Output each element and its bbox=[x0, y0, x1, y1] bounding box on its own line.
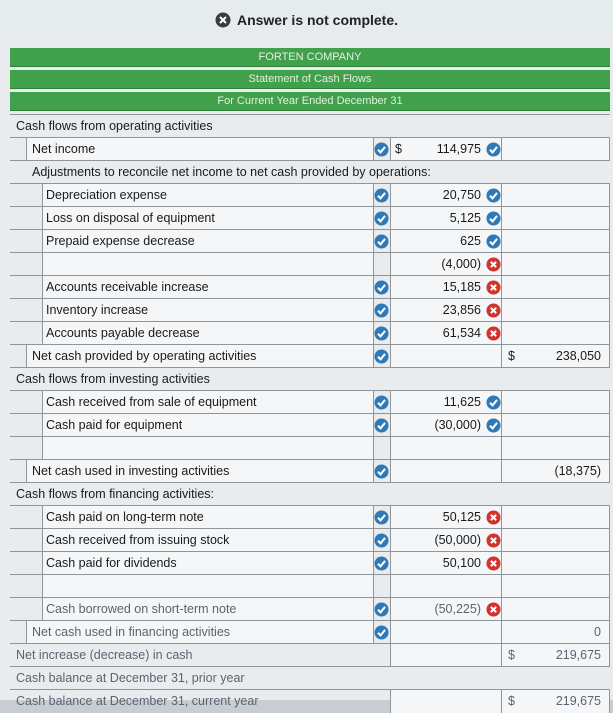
row-label[interactable]: Cash borrowed on short-term note bbox=[46, 602, 237, 616]
table-row bbox=[10, 114, 610, 138]
total-input[interactable] bbox=[502, 138, 610, 161]
total-input[interactable] bbox=[502, 391, 610, 414]
total-value: (18,375) bbox=[554, 464, 601, 478]
amount-status-cell bbox=[486, 234, 501, 249]
amount-value: (50,000) bbox=[434, 533, 481, 547]
amount-value: (50,225) bbox=[434, 602, 481, 616]
table-row bbox=[10, 528, 610, 552]
amount-status-cell bbox=[486, 418, 501, 433]
amount-status-cell bbox=[486, 510, 501, 525]
label-check-cell bbox=[372, 460, 390, 483]
check-icon bbox=[374, 326, 389, 341]
error-icon bbox=[486, 556, 501, 571]
check-icon bbox=[374, 142, 389, 157]
label-check-cell bbox=[372, 230, 390, 253]
row-label[interactable]: Inventory increase bbox=[46, 303, 149, 317]
amount-value: 61,534 bbox=[442, 326, 481, 340]
table-row bbox=[10, 597, 610, 621]
total-input[interactable] bbox=[502, 529, 610, 552]
total-input[interactable] bbox=[502, 253, 610, 276]
row-label[interactable]: Cash paid on long-term note bbox=[46, 510, 204, 524]
row-label[interactable]: Net income bbox=[32, 142, 96, 156]
total-input[interactable] bbox=[502, 575, 610, 598]
total-input[interactable] bbox=[502, 690, 610, 713]
currency-symbol: $ bbox=[508, 648, 515, 662]
check-icon bbox=[374, 556, 389, 571]
table-row bbox=[10, 298, 610, 322]
total-input[interactable] bbox=[502, 207, 610, 230]
check-icon bbox=[374, 211, 389, 226]
amount-status-cell bbox=[486, 280, 501, 295]
check-icon bbox=[486, 418, 501, 433]
row-label: Net increase (decrease) in cash bbox=[16, 648, 193, 662]
row-label: Cash balance at December 31, current year bbox=[16, 694, 259, 708]
total-input[interactable] bbox=[502, 644, 610, 667]
amount-status-cell bbox=[486, 533, 501, 548]
amount-status-cell bbox=[486, 556, 501, 571]
amount-value: 23,856 bbox=[442, 303, 481, 317]
error-icon bbox=[486, 280, 501, 295]
amount-value: 50,100 bbox=[442, 556, 481, 570]
table-row bbox=[10, 551, 610, 575]
currency-symbol: $ bbox=[508, 349, 515, 363]
row-label: Cash flows from investing activities bbox=[16, 372, 210, 386]
amount-input[interactable] bbox=[390, 460, 502, 483]
answer-status-banner bbox=[0, 0, 613, 40]
amount-value: 114,975 bbox=[436, 142, 481, 156]
label-check-cell bbox=[372, 184, 390, 207]
total-value: 238,050 bbox=[555, 349, 601, 363]
label-input-box[interactable] bbox=[42, 253, 374, 276]
label-check-cell bbox=[372, 322, 390, 345]
currency-symbol: $ bbox=[508, 694, 515, 708]
amount-value: 20,750 bbox=[442, 188, 481, 202]
table-row bbox=[10, 390, 610, 414]
company-name: FORTEN COMPANY bbox=[10, 48, 610, 67]
table-row bbox=[10, 229, 610, 253]
amount-input[interactable] bbox=[390, 575, 502, 598]
total-input[interactable] bbox=[502, 621, 610, 644]
total-input[interactable] bbox=[502, 414, 610, 437]
table-row bbox=[10, 344, 610, 368]
table-row bbox=[10, 137, 610, 161]
total-input[interactable] bbox=[502, 276, 610, 299]
banner-text: Answer is not complete. bbox=[236, 12, 399, 28]
total-input[interactable] bbox=[502, 460, 610, 483]
amount-input[interactable] bbox=[390, 345, 502, 368]
label-check-cell bbox=[372, 414, 390, 437]
row-label[interactable]: Accounts receivable increase bbox=[46, 280, 209, 294]
label-check-cell bbox=[372, 345, 390, 368]
check-icon bbox=[374, 280, 389, 295]
check-icon bbox=[374, 188, 389, 203]
statement-title: Statement of Cash Flows bbox=[10, 70, 610, 89]
error-icon bbox=[486, 602, 501, 617]
table-row bbox=[10, 206, 610, 230]
label-check-cell bbox=[372, 506, 390, 529]
check-icon bbox=[486, 234, 501, 249]
table-row bbox=[10, 643, 610, 667]
amount-input[interactable] bbox=[390, 644, 502, 667]
amount-value: 11,625 bbox=[443, 395, 481, 409]
total-input[interactable] bbox=[502, 230, 610, 253]
label-check-cell bbox=[372, 598, 390, 621]
row-label[interactable]: Net cash provided by operating activities bbox=[32, 349, 257, 363]
error-icon bbox=[215, 12, 231, 28]
amount-value: 15,185 bbox=[442, 280, 481, 294]
check-icon bbox=[486, 395, 501, 410]
total-value: 219,675 bbox=[555, 694, 601, 708]
total-value: 0 bbox=[594, 625, 601, 639]
table-row bbox=[10, 689, 610, 713]
error-icon bbox=[486, 533, 501, 548]
table-row bbox=[10, 160, 610, 184]
check-icon bbox=[374, 510, 389, 525]
table-row bbox=[10, 275, 610, 299]
amount-input[interactable] bbox=[390, 437, 502, 460]
table-row bbox=[10, 252, 610, 276]
amount-value: 50,125 bbox=[442, 510, 481, 524]
amount-value: 5,125 bbox=[449, 211, 481, 225]
error-icon bbox=[486, 257, 501, 272]
total-input[interactable] bbox=[502, 506, 610, 529]
table-row bbox=[10, 505, 610, 529]
row-label[interactable]: Accounts payable decrease bbox=[46, 326, 200, 340]
row-label: Cash flows from financing activities: bbox=[16, 487, 214, 501]
error-icon bbox=[486, 510, 501, 525]
amount-value: 625 bbox=[460, 234, 481, 248]
label-check-cell bbox=[372, 138, 390, 161]
amount-status-cell bbox=[486, 395, 501, 410]
amount-status-cell bbox=[486, 602, 501, 617]
check-icon bbox=[486, 188, 501, 203]
label-check-cell bbox=[372, 621, 390, 644]
row-label[interactable]: Net cash used in financing activities bbox=[32, 625, 231, 639]
table-row bbox=[10, 620, 610, 644]
amount-status-cell bbox=[486, 211, 501, 226]
check-icon bbox=[374, 395, 389, 410]
row-label[interactable]: Cash received from sale of equipment bbox=[46, 395, 257, 409]
row-label: Adjustments to reconcile net income to net cash provided by operations: bbox=[32, 165, 431, 179]
row-label[interactable]: Cash paid for equipment bbox=[46, 418, 183, 432]
table-row bbox=[10, 666, 610, 690]
check-icon bbox=[486, 142, 501, 157]
label-check-cell bbox=[372, 299, 390, 322]
row-label: Cash flows from operating activities bbox=[16, 119, 213, 133]
statement-period: For Current Year Ended December 31 bbox=[10, 92, 610, 111]
check-icon bbox=[374, 349, 389, 364]
check-icon bbox=[374, 418, 389, 433]
label-check-cell bbox=[372, 207, 390, 230]
total-input[interactable] bbox=[502, 299, 610, 322]
total-input[interactable] bbox=[502, 184, 610, 207]
amount-status-cell bbox=[486, 257, 501, 272]
amount-value: (30,000) bbox=[434, 418, 481, 432]
row-label[interactable]: Loss on disposal of equipment bbox=[46, 211, 215, 225]
amount-input[interactable] bbox=[390, 621, 502, 644]
total-input[interactable] bbox=[502, 345, 610, 368]
label-check-cell bbox=[372, 552, 390, 575]
amount-status-cell bbox=[486, 303, 501, 318]
table-row bbox=[10, 482, 610, 506]
table-row bbox=[10, 321, 610, 345]
label-check-cell bbox=[372, 529, 390, 552]
check-icon bbox=[486, 211, 501, 226]
row-label[interactable]: Net cash used in investing activities bbox=[32, 464, 230, 478]
label-input-box[interactable] bbox=[42, 437, 374, 460]
row-label: Cash balance at December 31, prior year bbox=[16, 671, 245, 685]
check-icon bbox=[374, 602, 389, 617]
total-input[interactable] bbox=[502, 322, 610, 345]
amount-status-cell bbox=[486, 188, 501, 203]
row-label[interactable]: Prepaid expense decrease bbox=[46, 234, 195, 248]
table-row bbox=[10, 459, 610, 483]
table-row bbox=[10, 183, 610, 207]
table-row bbox=[10, 574, 610, 598]
row-label[interactable]: Cash paid for dividends bbox=[46, 556, 177, 570]
label-input-box[interactable] bbox=[42, 575, 374, 598]
total-input[interactable] bbox=[502, 437, 610, 460]
row-label[interactable]: Cash received from issuing stock bbox=[46, 533, 230, 547]
amount-status-cell bbox=[486, 142, 501, 157]
label-check-cell bbox=[372, 276, 390, 299]
table-row bbox=[10, 436, 610, 460]
currency-symbol: $ bbox=[395, 142, 402, 156]
error-icon bbox=[486, 326, 501, 341]
check-icon bbox=[374, 464, 389, 479]
total-value: 219,675 bbox=[555, 648, 601, 662]
check-icon bbox=[374, 533, 389, 548]
check-icon bbox=[374, 234, 389, 249]
total-input[interactable] bbox=[502, 552, 610, 575]
check-icon bbox=[374, 303, 389, 318]
table-row bbox=[10, 367, 610, 391]
row-label[interactable]: Depreciation expense bbox=[46, 188, 167, 202]
amount-value: (4,000) bbox=[441, 257, 481, 271]
amount-input[interactable] bbox=[390, 690, 502, 713]
amount-status-cell bbox=[486, 326, 501, 341]
error-icon bbox=[486, 303, 501, 318]
label-check-cell bbox=[372, 391, 390, 414]
check-icon bbox=[374, 625, 389, 640]
total-input[interactable] bbox=[502, 598, 610, 621]
table-row bbox=[10, 413, 610, 437]
